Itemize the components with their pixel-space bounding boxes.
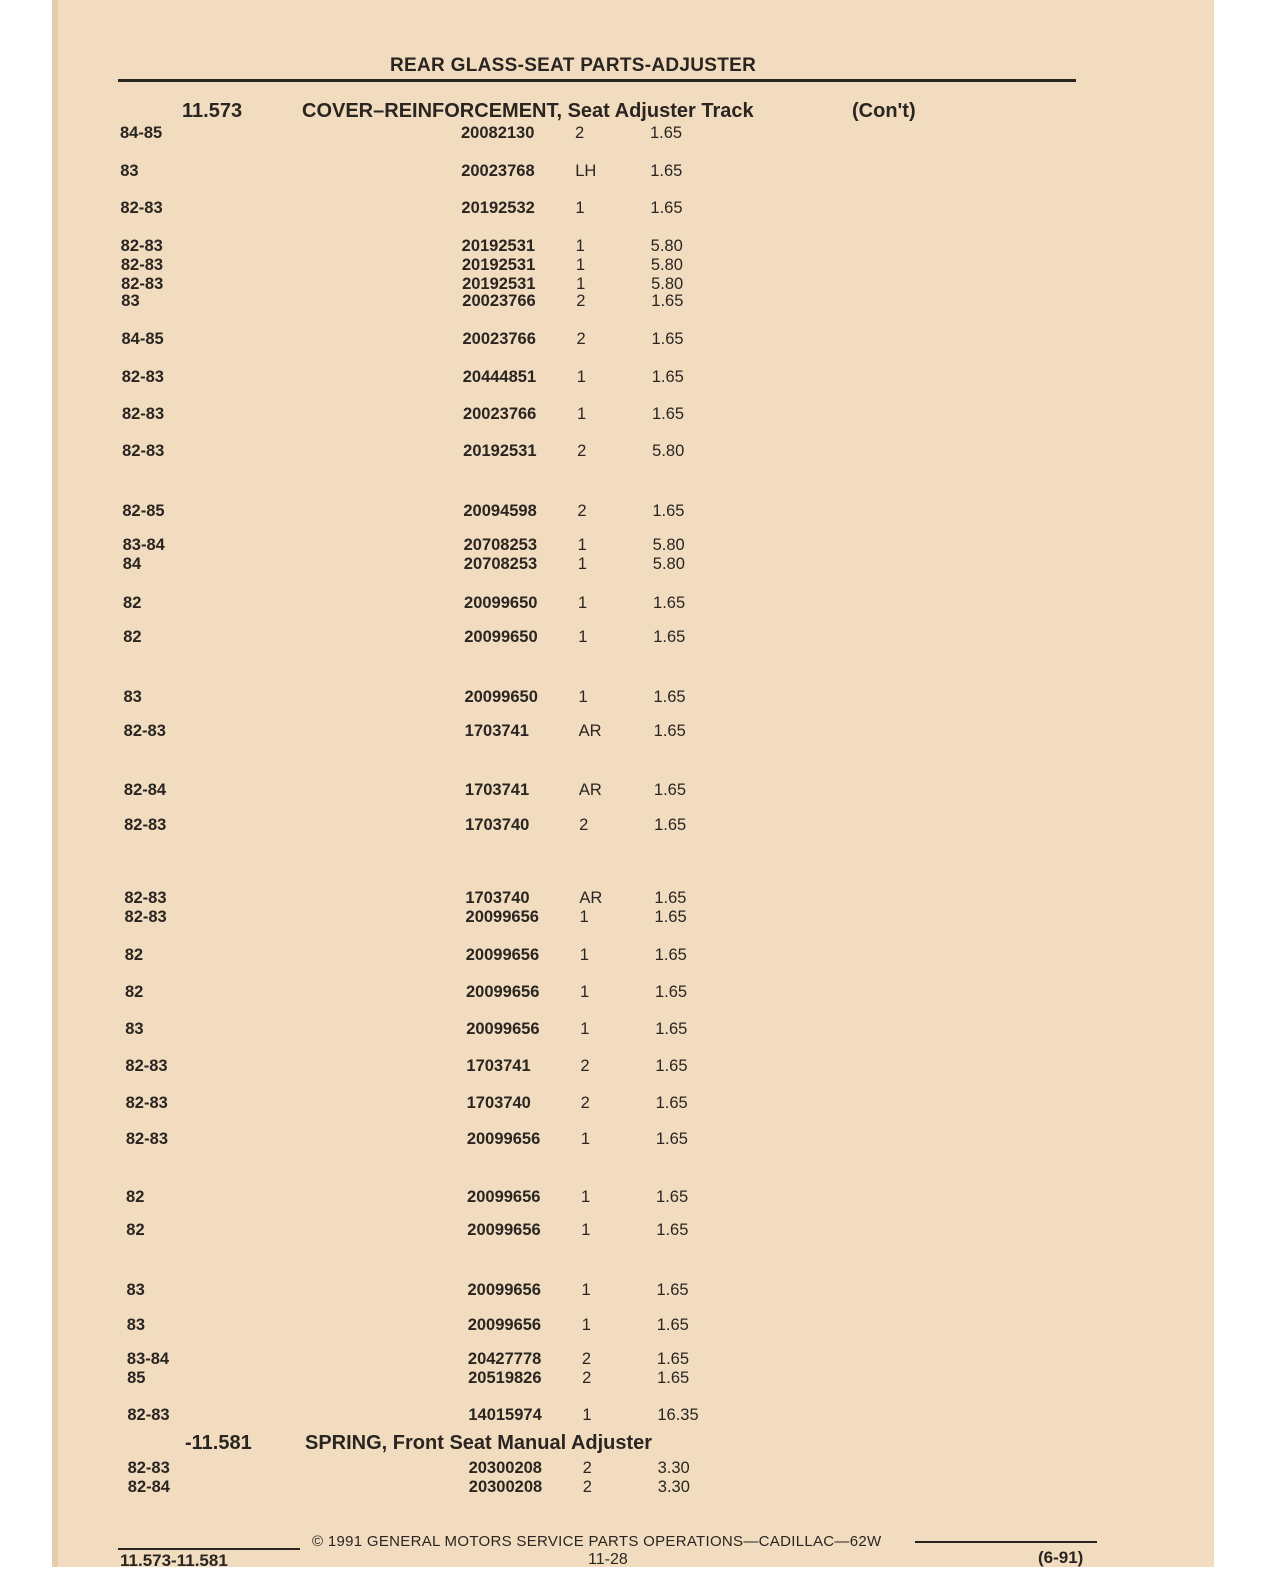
- quantity: 1: [579, 946, 589, 964]
- part-number: 1703741: [464, 722, 529, 740]
- quantity: 2: [580, 1057, 590, 1075]
- price: 1.65: [653, 781, 687, 799]
- price: 1.65: [656, 1221, 689, 1239]
- quantity: LH: [575, 162, 597, 180]
- model-years: 82-83: [123, 722, 166, 740]
- quantity: 1: [575, 256, 586, 274]
- model-years: 82-83: [127, 1459, 170, 1477]
- model-years: 82: [123, 594, 142, 612]
- model-years: 82: [126, 1188, 145, 1206]
- price: 1.65: [652, 502, 685, 520]
- quantity: 1: [577, 555, 587, 573]
- part-number: 20708253: [463, 536, 538, 554]
- section-number: -11.581: [185, 1432, 252, 1454]
- quantity: 1: [581, 1221, 591, 1239]
- part-number: 1703740: [466, 1094, 531, 1112]
- part-number: 20427778: [467, 1350, 542, 1368]
- price: 1.65: [654, 908, 687, 926]
- quantity: 1: [578, 594, 588, 612]
- part-number: 20099656: [467, 1188, 541, 1206]
- model-years: 85: [127, 1369, 146, 1387]
- part-number: 20099656: [467, 1221, 541, 1239]
- model-years: 83: [125, 1020, 144, 1038]
- quantity: 1: [579, 983, 590, 1001]
- part-number: 20192531: [462, 275, 536, 293]
- part-number: 20300208: [468, 1459, 542, 1477]
- price: 1.65: [656, 1316, 689, 1334]
- part-number: 20192532: [461, 199, 535, 217]
- part-number: 20099656: [467, 1316, 542, 1334]
- part-number: 20708253: [463, 555, 538, 573]
- model-years: 82-83: [120, 237, 163, 255]
- part-number: 20099656: [466, 1130, 541, 1148]
- price: 1.65: [653, 722, 686, 740]
- quantity: 1: [581, 1316, 591, 1334]
- part-number: 20099656: [466, 1020, 540, 1038]
- price: 5.80: [651, 275, 684, 293]
- model-years: 83-84: [126, 1350, 170, 1368]
- price: 1.65: [657, 1369, 690, 1387]
- footer-rule-right: [915, 1541, 1097, 1543]
- part-number: 20099650: [464, 628, 538, 646]
- footer-rule-left: [118, 1548, 300, 1550]
- price: 5.80: [652, 536, 685, 554]
- model-years: 84: [122, 555, 142, 573]
- quantity: 1: [578, 688, 588, 706]
- model-years: 83: [121, 292, 140, 310]
- part-number: 20094598: [463, 502, 537, 520]
- price: 1.65: [653, 594, 686, 612]
- model-years: 84-85: [121, 330, 164, 348]
- price: 1.65: [650, 199, 683, 217]
- price: 3.30: [657, 1459, 690, 1477]
- footer-section-range: 11.573-11.581: [120, 1551, 228, 1570]
- quantity: 2: [579, 816, 589, 834]
- quantity: 2: [582, 1369, 592, 1387]
- model-years: 82-83: [125, 1057, 168, 1075]
- quantity: 1: [578, 628, 588, 646]
- price: 1.65: [650, 162, 683, 180]
- part-number: 20023766: [462, 292, 536, 310]
- quantity: AR: [578, 722, 602, 740]
- quantity: 2: [577, 442, 587, 460]
- model-years: 82-83: [124, 816, 167, 834]
- model-years: 83: [126, 1281, 145, 1299]
- part-number: 1703741: [466, 1057, 531, 1075]
- quantity: 1: [581, 1188, 591, 1206]
- price: 5.80: [650, 237, 683, 255]
- price: 1.65: [655, 1094, 688, 1112]
- model-years: 83-84: [122, 536, 165, 554]
- price: 16.35: [657, 1406, 699, 1424]
- page-header-title: REAR GLASS-SEAT PARTS-ADJUSTER: [390, 55, 757, 76]
- model-years: 83: [126, 1316, 146, 1334]
- part-number: 20192531: [461, 256, 536, 274]
- model-years: 82-83: [125, 1130, 169, 1148]
- section-continued: (Con't): [852, 100, 916, 122]
- quantity: 2: [582, 1478, 592, 1496]
- model-years: 82: [124, 983, 144, 1001]
- quantity: 1: [582, 1406, 592, 1424]
- model-years: 84-85: [120, 124, 163, 142]
- price: 1.65: [654, 946, 687, 964]
- quantity: 1: [575, 199, 585, 217]
- quantity: 1: [580, 1130, 591, 1148]
- model-years: 82-83: [122, 442, 165, 460]
- part-number: 20099656: [465, 946, 540, 964]
- part-number: 20082130: [461, 124, 535, 142]
- price: 1.65: [655, 1057, 688, 1075]
- quantity: 2: [582, 1459, 592, 1477]
- model-years: 82-83: [125, 1094, 168, 1112]
- model-years: 82-83: [120, 256, 164, 274]
- part-number: 20300208: [468, 1478, 543, 1496]
- price: 1.65: [654, 816, 687, 834]
- model-years: 82-85: [122, 502, 165, 520]
- catalog-page: [52, 0, 1214, 1567]
- price: 1.65: [654, 983, 688, 1001]
- section-number: 11.573: [182, 100, 243, 122]
- price: 1.65: [650, 124, 683, 142]
- part-number: 20099656: [467, 1281, 541, 1299]
- model-years: 82-84: [123, 781, 167, 799]
- part-number: 20192531: [463, 442, 537, 460]
- price: 1.65: [651, 292, 684, 310]
- price: 3.30: [657, 1478, 690, 1496]
- quantity: 2: [581, 1350, 592, 1368]
- model-years: 82-83: [121, 405, 165, 423]
- model-years: 82-83: [121, 275, 164, 293]
- model-years: 82: [126, 1221, 145, 1239]
- part-number: 20099650: [464, 688, 538, 706]
- price: 5.80: [652, 442, 685, 460]
- quantity: 2: [575, 124, 585, 142]
- quantity: 2: [580, 1094, 590, 1112]
- quantity: 1: [580, 1020, 590, 1038]
- price: 1.65: [656, 1188, 689, 1206]
- part-number: 20099650: [464, 594, 538, 612]
- quantity: AR: [579, 889, 603, 907]
- part-number: 20192531: [461, 237, 536, 255]
- part-number: 20444851: [462, 368, 537, 386]
- price: 1.65: [653, 628, 686, 646]
- part-number: 20099656: [465, 908, 539, 926]
- price: 1.65: [655, 1130, 688, 1148]
- part-number: 20519826: [468, 1369, 542, 1387]
- price: 1.65: [651, 405, 685, 423]
- price: 5.80: [650, 256, 683, 274]
- quantity: 1: [576, 275, 586, 293]
- model-years: 83: [123, 688, 142, 706]
- quantity: AR: [578, 781, 602, 799]
- part-number: 14015974: [468, 1406, 542, 1424]
- section-title: COVER–REINFORCEMENT, Seat Adjuster Track: [302, 100, 754, 122]
- quantity: 1: [576, 405, 587, 423]
- part-number: 20023768: [461, 162, 535, 180]
- model-years: 82-84: [127, 1478, 170, 1496]
- quantity: 2: [576, 330, 586, 348]
- price: 1.65: [654, 889, 687, 907]
- footer-date: (6-91): [1038, 1548, 1084, 1567]
- model-years: 82: [123, 628, 142, 646]
- quantity: 1: [575, 237, 585, 255]
- price: 5.80: [652, 555, 685, 573]
- model-years: 82-83: [121, 368, 164, 386]
- price: 1.65: [651, 368, 684, 386]
- model-years: 82-83: [124, 889, 167, 907]
- header-rule: [118, 79, 1076, 82]
- model-years: 82-83: [124, 908, 167, 926]
- price: 1.65: [651, 330, 684, 348]
- footer-copyright: © 1991 GENERAL MOTORS SERVICE PARTS OPERATIONS—CADILLAC—62W: [312, 1533, 882, 1550]
- part-number: 1703740: [465, 816, 530, 834]
- model-years: 82-83: [120, 199, 163, 217]
- quantity: 2: [577, 502, 587, 520]
- quantity: 1: [576, 368, 586, 386]
- part-number: 20023766: [462, 405, 537, 423]
- model-years: 83: [120, 162, 139, 180]
- quantity: 1: [581, 1281, 591, 1299]
- quantity: 1: [579, 908, 589, 926]
- price: 1.65: [656, 1281, 689, 1299]
- price: 1.65: [656, 1350, 690, 1368]
- model-years: 82: [124, 946, 144, 964]
- quantity: 1: [577, 536, 587, 554]
- quantity: 2: [576, 292, 586, 310]
- part-number: 1703740: [465, 889, 530, 907]
- part-number: 20023766: [462, 330, 536, 348]
- price: 1.65: [655, 1020, 688, 1038]
- model-years: 82-83: [127, 1406, 170, 1424]
- part-number: 1703741: [464, 781, 530, 799]
- footer-page-number: 11-28: [588, 1551, 628, 1568]
- part-number: 20099656: [465, 983, 540, 1001]
- section-title: SPRING, Front Seat Manual Adjuster: [305, 1432, 653, 1454]
- page-binding-edge: [52, 0, 58, 1567]
- price: 1.65: [653, 688, 686, 706]
